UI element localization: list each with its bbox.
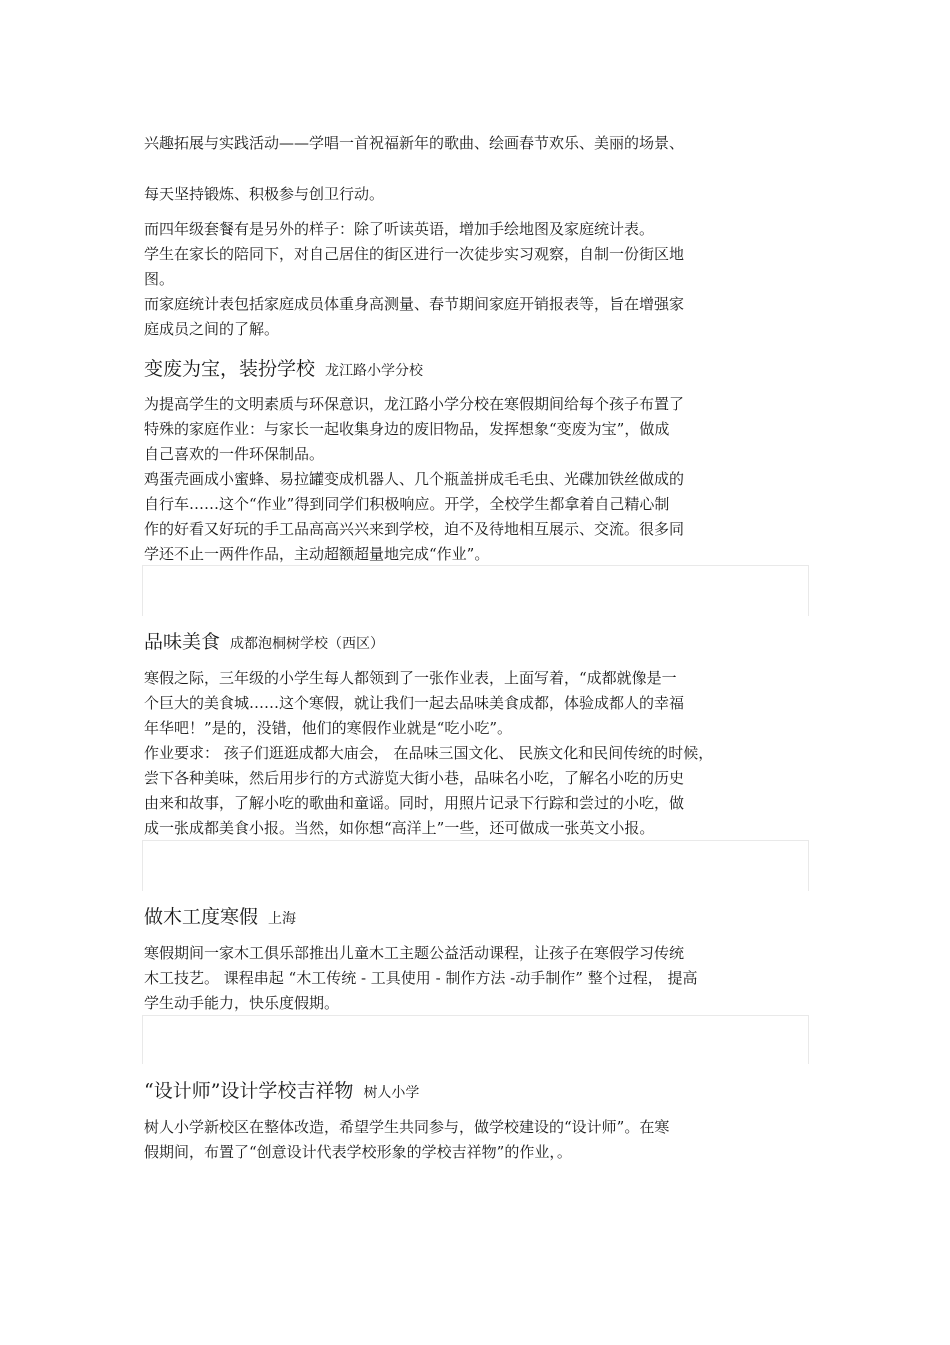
section-title: 变废为宝，装扮学校 — [144, 358, 316, 380]
section-title: 做木工度寒假 — [144, 906, 259, 928]
section-heading-recycle — [144, 354, 423, 381]
paragraph-line: 木工技艺。 课程串起 “木工传统 - 工具使用 - 制作方法 -动手制作” 整个过程， 提高 — [144, 969, 698, 987]
section-school: 树人小学 — [363, 1085, 420, 1101]
paragraph-line: 学生动手能力，快乐度假期。 — [144, 994, 340, 1012]
section-school: 龙江路小学分校 — [325, 363, 424, 379]
paragraph-line: 成一张成都美食小报。当然，如你想“高洋上”一些，还可做成一张英文小报。 — [144, 819, 655, 837]
intro-line-2: 每天坚持锻炼、积极参与创卫行动。 — [144, 185, 385, 203]
paragraph-line: 学还不止一两件作品，主动超额超量地完成“作业”。 — [144, 545, 490, 563]
paragraph-line: 自己喜欢的一件环保制品。 — [144, 445, 325, 463]
section-heading-mascot — [144, 1076, 419, 1103]
intro-line-1: 兴趣拓展与实践活动——学唱一首祝福新年的歌曲、绘画春节欢乐、美丽的场景、 — [144, 134, 685, 152]
grade4-line-2: 学生在家长的陪同下，对自己居住的街区进行一次徒步实习观察，自制一份街区地 — [144, 245, 685, 263]
section-school: 成都泡桐树学校（西区） — [230, 636, 385, 652]
paragraph-line: 特殊的家庭作业：与家长一起收集身边的废旧物品，发挥想象“变废为宝”，做成 — [144, 420, 670, 438]
grade4-line-4: 而家庭统计表包括家庭成员体重身高测量、春节期间家庭开销报表等，旨在增强家 — [144, 295, 685, 313]
section-title: 品味美食 — [144, 631, 221, 653]
image-placeholder-frame — [142, 840, 809, 891]
paragraph-line: 自行车……这个“作业”得到同学们积极响应。开学，全校学生都拿着自己精心制 — [144, 495, 670, 513]
grade4-line-1: 而四年级套餐有是另外的样子：除了听读英语，增加手绘地图及家庭统计表。 — [144, 220, 655, 238]
grade4-line-5: 庭成员之间的了解。 — [144, 320, 280, 338]
paragraph-line: 假期间，布置了“创意设计代表学校形象的学校吉祥物”的作业，。 — [144, 1143, 572, 1161]
paragraph-line: 鸡蛋壳画成小蜜蜂、易拉罐变成机器人、几个瓶盖拼成毛毛虫、光碟加铁丝做成的 — [144, 470, 685, 488]
paragraph-line: 尝下各种美味，然后用步行的方式游览大街小巷，品味名小吃，了解名小吃的历史 — [144, 769, 685, 787]
section-school: 上海 — [268, 911, 297, 927]
grade4-line-3: 图。 — [144, 270, 175, 288]
paragraph-line: 个巨大的美食城……这个寒假，就让我们一起去品味美食成都，体验成都人的幸福 — [144, 694, 685, 712]
image-placeholder-frame — [142, 1015, 809, 1064]
paragraph-line: 年华吧！”是的，没错，他们的寒假作业就是“吃小吃”。 — [144, 719, 513, 737]
paragraph-line: 寒假期间一家木工俱乐部推出儿童木工主题公益活动课程，让孩子在寒假学习传统 — [144, 944, 685, 962]
paragraph-line: 为提高学生的文明素质与环保意识，龙江路小学分校在寒假期间给每个孩子布置了 — [144, 395, 685, 413]
section-title: “设计师”设计学校吉祥物 — [144, 1080, 354, 1102]
paragraph-line: 作业要求： 孩子们逛逛成都大庙会， 在品味三国文化、 民族文化和民间传统的时候， — [144, 744, 714, 762]
paragraph-line: 由来和故事，了解小吃的歌曲和童谣。同时，用照片记录下行踪和尝过的小吃，做 — [144, 794, 685, 812]
paragraph-line: 寒假之际，三年级的小学生每人都领到了一张作业表，上面写着，“成都就像是一 — [144, 669, 677, 687]
image-placeholder-frame — [142, 565, 809, 616]
paragraph-line: 作的好看又好玩的手工品高高兴兴来到学校，迫不及待地相互展示、交流。很多同 — [144, 520, 685, 538]
section-heading-woodwork — [144, 902, 296, 929]
section-heading-food — [144, 627, 384, 654]
paragraph-line: 树人小学新校区在整体改造，希望学生共同参与，做学校建设的“设计师”。在寒 — [144, 1118, 670, 1136]
